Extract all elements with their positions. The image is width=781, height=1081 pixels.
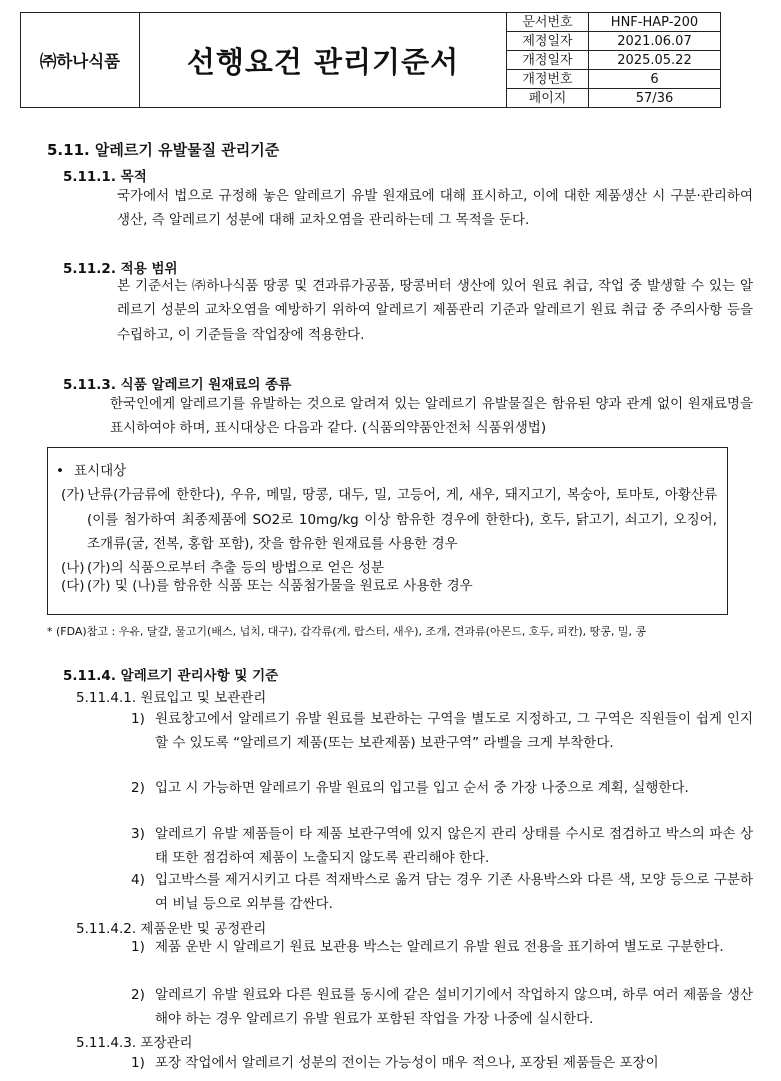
box-item-label: (다) (61, 578, 85, 594)
list-item (131, 935, 753, 959)
meta-value: 57/36 (589, 89, 721, 108)
list-item (131, 707, 753, 756)
scope-text: 본 기준서는 ㈜하나식품 땅콩 및 견과류가공품, 땅콩버터 생산에 있어 원료 취급, 작업 중 발생할 수 있는 알레르기 성분의 교차오염을 예방하기 위하여 알레르기 제품관리 기준과 알레르기 원료 취급 중 주의사항 등을 수립하고, 이 기준들을 작업장에 적용한다. (117, 278, 753, 343)
sub3-heading: 5.11.4.3. 포장관리 (76, 1035, 193, 1051)
list-number: 4) (131, 872, 145, 888)
meta-value: 6 (589, 70, 721, 89)
types-heading: 5.11.3. 식품 알레르기 원재료의 종류 (63, 377, 292, 393)
allergen-label-box (47, 447, 728, 615)
box-item-text: (가)의 식품으로부터 추출 등의 방법으로 얻은 성분 (87, 560, 385, 576)
list-text: 원료창고에서 알레르기 유발 원료를 보관하는 구역을 별도로 지정하고, 그 구역은 직원들이 쉽게 인지할 수 있도록 “알레르기 제품(또는 보관제품) 보관구역” 라벨을 크게 부착한다. (155, 711, 753, 752)
meta-label: 개정번호 (507, 70, 589, 89)
list-text: 알레르기 유발 원료와 다른 원료를 동시에 같은 설비기기에서 작업하지 않으며, 하루 여러 제품을 생산해야 하는 경우 알레르기 유발 원료가 포함된 작업을 가장 나중에 실시한다. (155, 987, 753, 1028)
list-number: 3) (131, 826, 145, 842)
fda-note: * (FDA)참고 : 우유, 달걀, 물고기(배스, 넙치, 대구), 갑각류(게, 랍스터, 새우), 조개, 견과류(아몬드, 호두, 피칸), 땅콩, 밀, 콩 (47, 625, 647, 638)
meta-label: 개정일자 (507, 51, 589, 70)
bullet-dot: • (56, 463, 64, 479)
meta-label: 문서번호 (507, 13, 589, 32)
meta-label: 제정일자 (507, 32, 589, 51)
list-text: 입고 시 가능하면 알레르기 유발 원료의 입고를 입고 순서 중 가장 나중으로 계획, 실행한다. (155, 780, 689, 796)
list-number: 1) (131, 1055, 145, 1071)
box-item-label: (나) (61, 560, 85, 576)
document-title: 선행요건 관리기준서 (140, 13, 507, 108)
meta-label: 페이지 (507, 89, 589, 108)
list-text: 입고박스를 제거시키고 다른 적재박스로 옮겨 담는 경우 기존 사용박스와 다른 색, 모양 등으로 구분하여 비닐 등으로 외부를 감싼다. (155, 872, 753, 913)
document-header (20, 12, 721, 108)
sub2-heading: 5.11.4.2. 제품운반 및 공정관리 (76, 921, 267, 937)
list-item (131, 1051, 753, 1075)
company-name: ㈜하나식품 (21, 13, 140, 108)
list-item (131, 983, 753, 1032)
sub1-heading: 5.11.4.1. 원료입고 및 보관관리 (76, 690, 267, 706)
box-item-text: 난류(가금류에 한한다), 우유, 메밀, 땅콩, 대두, 밀, 고등어, 게, 새우, 돼지고기, 복숭아, 토마토, 아황산류(이를 첨가하여 최종제품에 SO2로 10mg/kg 이상 함유한 경우에 한한다), 호두, 닭고기, 쇠고기, 오징어, 조개류(굴, 전복, 홍합 포함), 잣을 함유한 원재료를 사용한 경우 (87, 487, 717, 552)
box-item-label: (가) (61, 487, 85, 503)
list-item (131, 822, 753, 871)
list-item (131, 868, 753, 917)
box-bullet-title: 표시대상 (74, 463, 127, 479)
list-text: 알레르기 유발 제품들이 타 제품 보관구역에 있지 않은지 관리 상태를 수시로 점검하고 박스의 파손 상태 또한 점검하여 제품이 노출되지 않도록 관리해야 한다. (155, 826, 753, 867)
list-number: 2) (131, 780, 145, 796)
list-number: 1) (131, 939, 145, 955)
box-item-text: (가) 및 (나)를 함유한 식품 또는 식품첨가물을 원료로 사용한 경우 (87, 578, 473, 594)
types-text: 한국인에게 알레르기를 유발하는 것으로 알려져 있는 알레르기 유발물질은 함유된 양과 관계 없이 원재료명을 표시하여야 하며, 표시대상은 다음과 같다. (식품의약품안전처 식품위생법) (110, 396, 753, 437)
purpose-text: 국가에서 법으로 규정해 놓은 알레르기 유발 원재료에 대해 표시하고, 이에 대한 제품생산 시 구분·관리하여 생산, 즉 알레르기 성분에 대해 교차오염을 관리하는데 그 목적을 둔다. (117, 188, 753, 229)
purpose-heading: 5.11.1. 목적 (63, 169, 147, 185)
meta-value: HNF-HAP-200 (589, 13, 721, 32)
meta-value: 2025.05.22 (589, 51, 721, 70)
list-text: 포장 작업에서 알레르기 성분의 전이는 가능성이 매우 적으나, 포장된 제품들은 포장이 (155, 1055, 659, 1071)
list-number: 2) (131, 987, 145, 1003)
list-number: 1) (131, 711, 145, 727)
list-text: 제품 운반 시 알레르기 원료 보관용 박스는 알레르기 유발 원료 전용을 표기하여 별도로 구분한다. (155, 939, 724, 955)
management-heading: 5.11.4. 알레르기 관리사항 및 기준 (63, 668, 279, 684)
scope-heading: 5.11.2. 적용 범위 (63, 261, 178, 277)
list-item (131, 776, 753, 800)
meta-value: 2021.06.07 (589, 32, 721, 51)
section-title: 5.11. 알레르기 유발물질 관리기준 (47, 141, 280, 159)
